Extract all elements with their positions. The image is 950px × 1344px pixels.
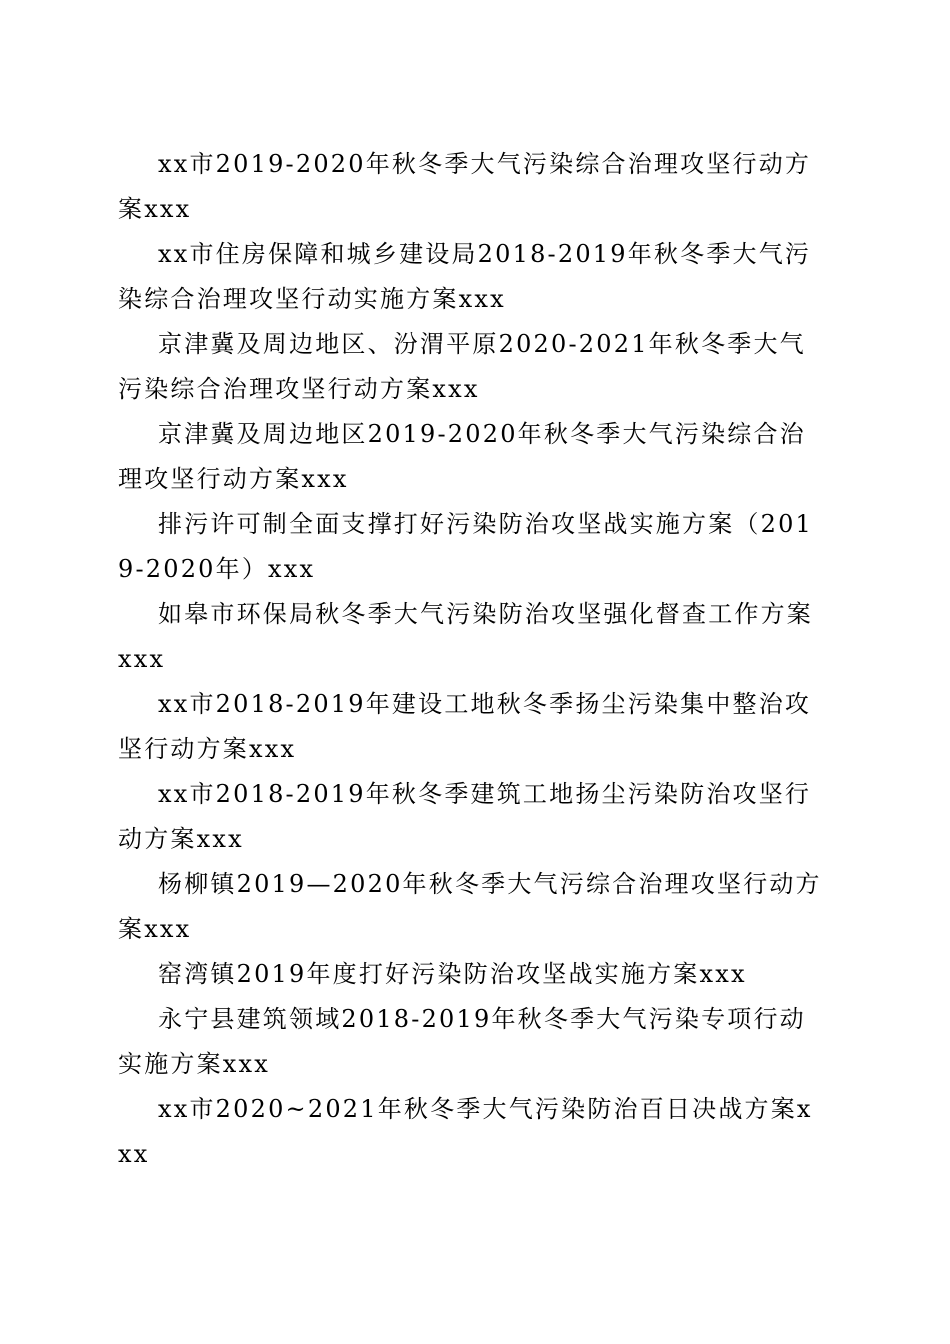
toc-entry[interactable] (118, 322, 828, 412)
toc-entry[interactable] (118, 412, 828, 502)
toc-entry[interactable] (118, 1087, 828, 1177)
toc-entry-text: 永宁县建筑领域2018-2019年秋冬季大气污染专项行动实施方案xxx (118, 1005, 806, 1078)
toc-entry[interactable] (118, 997, 828, 1087)
toc-entry[interactable] (118, 682, 828, 772)
toc-entry-text: xx市2019-2020年秋冬季大气污染综合治理攻坚行动方案xxx (118, 150, 812, 223)
toc-entry-text: xx市住房保障和城乡建设局2018-2019年秋冬季大气污染综合治理攻坚行动实施方案xxx (118, 240, 812, 313)
toc-entry-text: 京津冀及周边地区、汾渭平原2020-2021年秋冬季大气污染综合治理攻坚行动方案xxx (118, 330, 806, 403)
toc-entry-text: 杨柳镇2019—2020年秋冬季大气污综合治理攻坚行动方案xxx (118, 870, 822, 943)
toc-entry-text: 排污许可制全面支撑打好污染防治攻坚战实施方案（2019-2020年）xxx (118, 510, 814, 583)
toc-entry[interactable] (118, 142, 828, 232)
toc-entry[interactable] (118, 862, 828, 952)
toc-entry-text: 窑湾镇2019年度打好污染防治攻坚战实施方案xxx (158, 960, 747, 988)
toc-entry[interactable] (118, 772, 828, 862)
toc-entry[interactable] (118, 592, 828, 682)
toc-entry[interactable] (118, 952, 828, 997)
toc-entry[interactable] (118, 502, 828, 592)
toc-entry[interactable] (118, 232, 828, 322)
toc-entry-text: xx市2020~2021年秋冬季大气污染防治百日决战方案xxx (118, 1095, 813, 1168)
toc-entry-text: 如皋市环保局秋冬季大气污染防治攻坚强化督查工作方案xxx (118, 600, 813, 673)
table-of-contents (118, 142, 828, 1177)
toc-entry-text: xx市2018-2019年建设工地秋冬季扬尘污染集中整治攻坚行动方案xxx (118, 690, 812, 763)
toc-entry-text: xx市2018-2019年秋冬季建筑工地扬尘污染防治攻坚行动方案xxx (118, 780, 812, 853)
toc-entry-text: 京津冀及周边地区2019-2020年秋冬季大气污染综合治理攻坚行动方案xxx (118, 420, 806, 493)
